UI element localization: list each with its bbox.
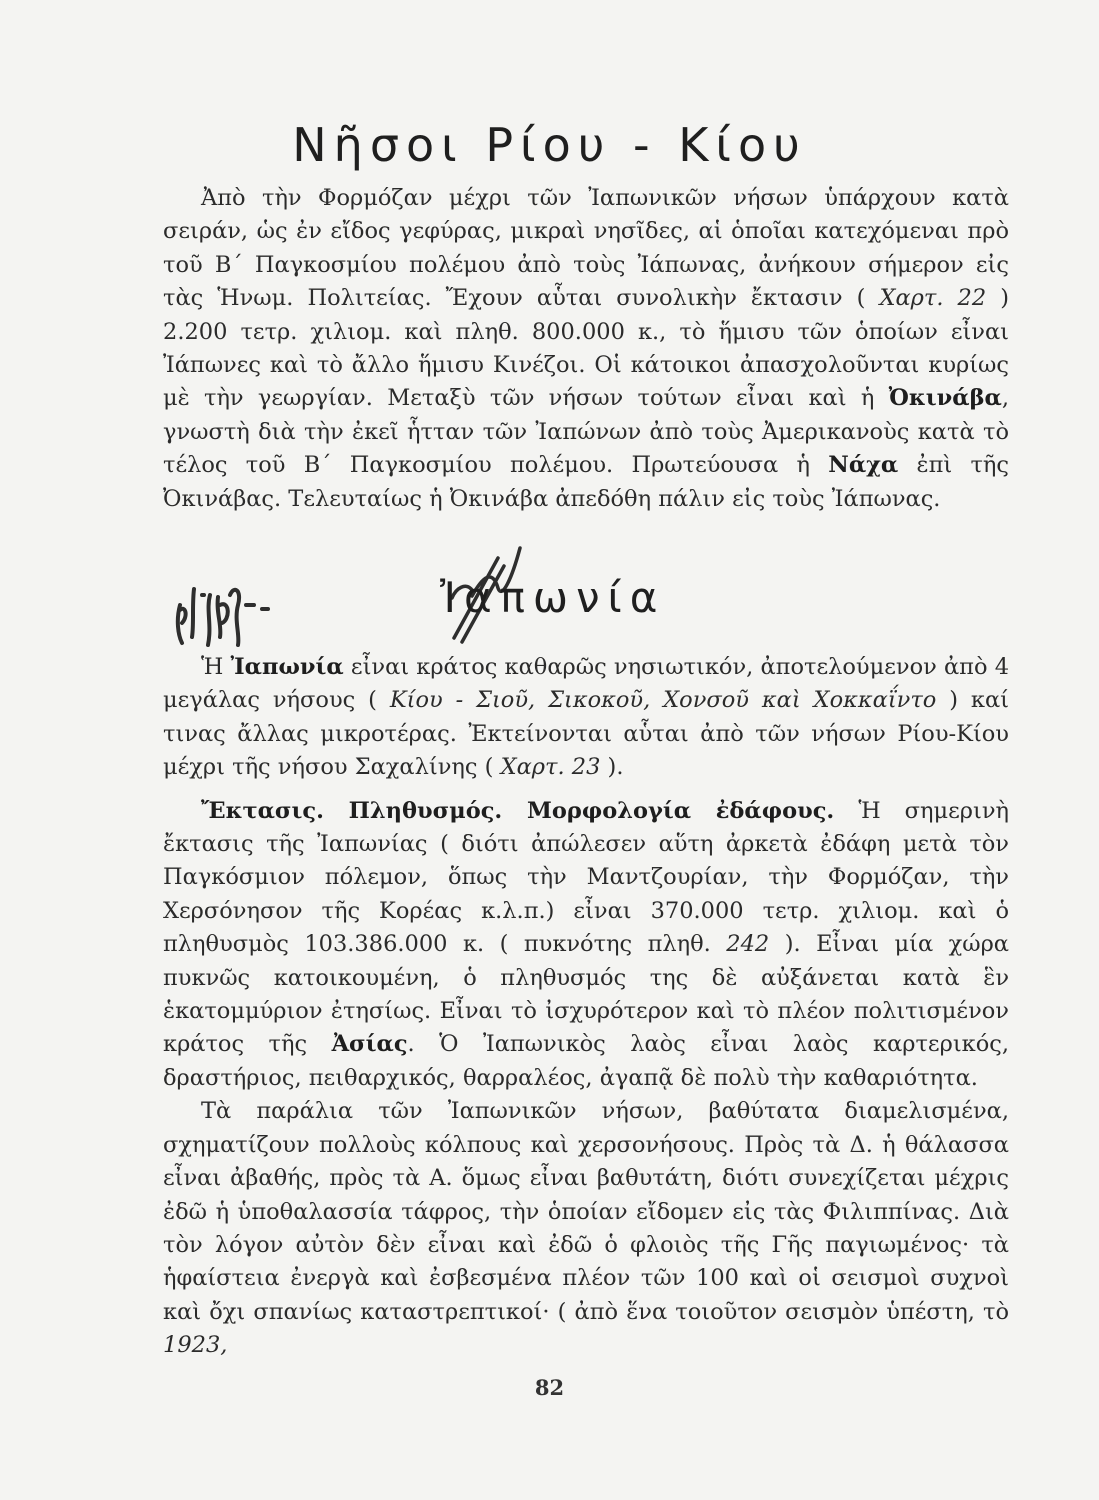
- section-title-riukiu: Νῆσοι Ρίου - Κίου: [292, 118, 807, 172]
- year-value: 1923,: [163, 1332, 228, 1359]
- section-riukiu-body: [163, 182, 1009, 516]
- paragraph-coasts: Τὰ παράλια τῶν Ἰαπωνικῶν νήσων, βαθύτατα διαμελισμένα, σχηματίζουν πολλοὺς κόλπους καὶ χερσονήσους. Πρὸς τὰ Δ. ἡ θάλασσα εἶναι ἀβαθής, πρὸς τὰ Α. ὅμως εἶναι βαθυτάτη, διότι συνεχίζεται μέχρις ἐδῶ ἡ ὑποθαλασσία τάφρος, τὴν ὁποίαν εἴδομεν εἰς τὰς Φιλιππίνας. Διὰ τὸν λόγον αὐτὸν δὲν εἶναι καὶ ἐδῶ ὁ φλοιὸς τῆς Γῆς παγιωμένος· τὰ ἡφαίστεια ἐνεργὰ καὶ ἐσβεσμένα πλέον τῶν 100 καὶ οἱ σεισμοὶ συχνοὶ καὶ ὄχι σπανίως καταστρεπτικοί· ( ἀπὸ ἕνα τοιοῦτον σεισμὸν ὑπέστη, τὸ 1923,: [163, 1098, 1009, 1359]
- section-title-japan: Ἰαπωνία: [440, 573, 666, 622]
- page-number: 82: [534, 1375, 565, 1400]
- paragraph-area-population: Ἔκτασις. Πληθυσμός. Μορφολογία ἐδάφους. Ἡ σημερινὴ ἔκτασις τῆς Ἰαπωνίας ( διότι ἀπώλεσεν αὕτη ἀρκετὰ ἐδάφη μετὰ τὸν Παγκόσμιον πόλεμον, ὅπως τὴν Μαντζουρίαν, τὴν Φορμόζαν, τὴν Χερσόνησον τῆς Κορέας κ.λ.π.) εἶναι 370.000 τετρ. χιλιομ. καὶ ὁ πληθυσμὸς 103.386.000 κ. ( πυκνότης πληθ. 242 ). Εἶναι μία χώρα πυκνῶς κατοικουμένη, ὁ πληθυσμός της δὲ αὐξάνεται κατὰ ἓν ἑκατομμύριον ἐτησίως. Εἶναι τὸ ἰσχυρότερον καὶ τὸ πλέον πολιτισμένον κράτος τῆς Ἀσίας. Ὁ Ἰαπωνικὸς λαὸς εἶναι λαὸς καρτερικός, δραστήριος, πειθαρχικός, θαρραλέος, ἀγαπᾷ δὲ πολὺ τὴν καθαριότητα.: [163, 797, 1010, 1091]
- handwritten-annotation: [172, 565, 302, 655]
- islands-list: Κίου - Σιοῦ, Σικοκοῦ, Χονσοῦ καὶ Χοκκαΐντο: [389, 687, 937, 714]
- density-value: 242: [726, 931, 770, 958]
- paragraph-japan-intro: Ἡ Ἰαπωνία εἶναι κράτος καθαρῶς νησιωτικόν, ἀποτελούμενον ἀπὸ 4 μεγάλας νήσους ( Κίου - Σιοῦ, Σικοκοῦ, Χονσοῦ καὶ Χοκκαΐντο ) καί τινας ἄλλας μικροτέρας. Ἐκτείνονται αὗται ἀπὸ τῶν νήσων Ρίου-Κίου μέχρι τῆς νήσου Σαχαλίνης ( Χαρτ. 23 ).: [163, 654, 1010, 781]
- term-asia: Ἀσίας: [331, 1031, 408, 1058]
- subheading-area-population: Ἔκτασις. Πληθυσμός. Μορφολογία ἐδάφους.: [201, 797, 835, 824]
- map-reference: Χαρτ. 23: [500, 754, 601, 781]
- term-okinawa: Ὀκινάβα: [888, 385, 1002, 412]
- section-japan-body: [163, 651, 1009, 1363]
- term-japan: Ἰαπωνία: [230, 654, 344, 680]
- term-naha: Νάχα: [828, 452, 899, 479]
- map-reference: Χαρτ. 22: [879, 285, 987, 312]
- paragraph-riukiu: Ἀπὸ τὴν Φορμόζαν μέχρι τῶν Ἰαπωνικῶν νήσων ὑπάρχουν κατὰ σειράν, ὡς ἐν εἴδος γεφύρας, μικραὶ νησῖδες, αἱ ὁποῖαι κατεχόμεναι πρὸ τοῦ Β΄ Παγκοσμίου πολέμου ἀπὸ τοὺς Ἰάπωνας, ἀνήκουν σήμερον εἰς τὰς Ἡνωμ. Πολιτείας. Ἔχουν αὗται συνολικὴν ἔκτασιν ( Χαρτ. 22 ) 2.200 τετρ. χιλιομ. καὶ πληθ. 800.000 κ., τὸ ἥμισυ τῶν ὁποίων εἶναι Ἰάπωνες καὶ τὸ ἄλλο ἥμισυ Κινέζοι. Οἱ κάτοικοι ἀπασχολοῦνται κυρίως μὲ τὴν γεωργίαν. Μεταξὺ τῶν νήσων τούτων εἶναι καὶ ἡ Ὀκινάβα, γνωστὴ διὰ τὴν ἐκεῖ ἧτταν τῶν Ἰαπώνων ἀπὸ τοὺς Ἀμερικανοὺς κατὰ τὸ τέλος τοῦ Β΄ Παγκοσμίου πολέμου. Πρωτεύουσα ἡ Νάχα ἐπὶ τῆς Ὀκινάβας. Τελευταίως ἡ Ὀκινάβα ἀπεδόθη πάλιν εἰς τοὺς Ἰάπωνας.: [163, 185, 1010, 512]
